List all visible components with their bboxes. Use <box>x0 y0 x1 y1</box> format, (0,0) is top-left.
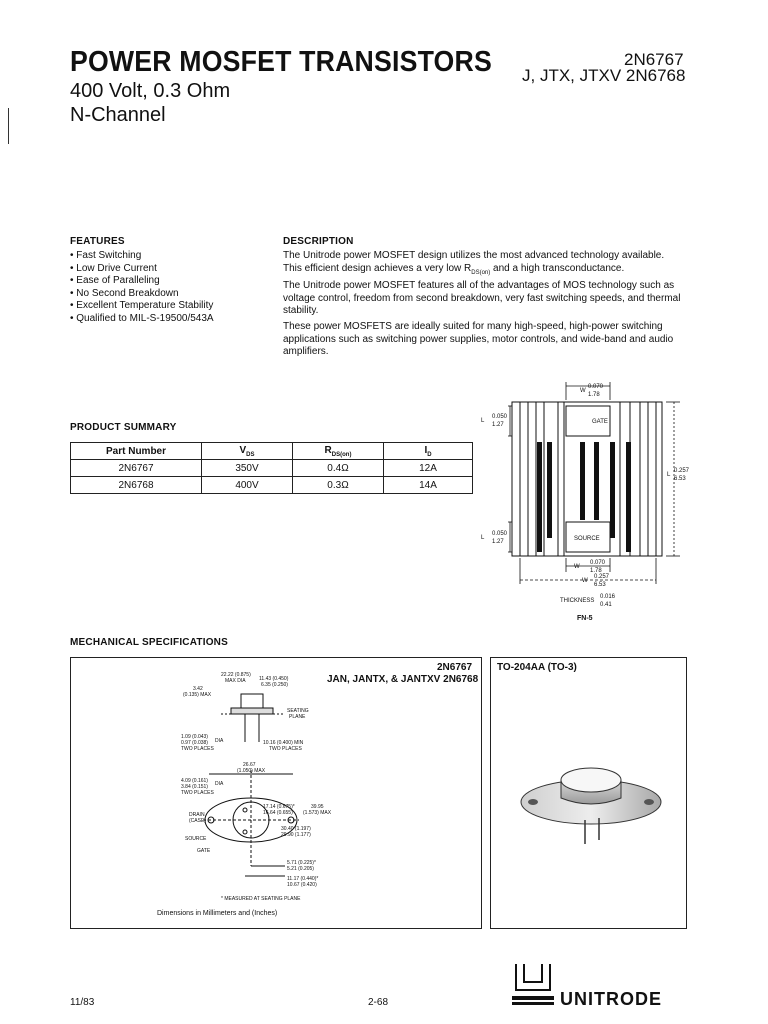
cell-id: 12A <box>384 460 473 477</box>
dim-text: 39.95 <box>311 804 324 810</box>
dim-text: 0.97 (0.038) <box>181 740 208 746</box>
source-pin-label: SOURCE <box>185 836 207 842</box>
page-number: 2-68 <box>368 997 389 1008</box>
table-row <box>71 460 473 477</box>
rds-subscript: DS(on) <box>331 451 352 458</box>
thickness-label: THICKNESS <box>560 598 595 604</box>
lc-bottom: 1.27 <box>492 422 504 428</box>
rds-symbol: R <box>324 444 332 456</box>
dim-text: 3.42 <box>193 686 203 692</box>
die-geometry-drawing <box>470 378 700 628</box>
mechanical-drawing-box <box>70 657 482 929</box>
cell-part: 2N6768 <box>71 477 202 494</box>
dimensions-caption: Dimensions in Millimeters and (Inches) <box>157 910 278 917</box>
dim-text: 6.35 (0.250) <box>261 682 288 688</box>
l-label: L <box>667 472 671 478</box>
dim-text: 5.21 (0.205) <box>287 866 314 872</box>
ls-top: 0.050 <box>492 531 508 537</box>
features-heading: FEATURES <box>70 236 125 247</box>
feature-item: • Ease of Paralleling <box>70 275 214 288</box>
feature-item: • Low Drive Current <box>70 263 214 276</box>
features-list <box>70 250 214 325</box>
voltage-rating: 400 Volt, 0.3 Ohm <box>70 80 231 102</box>
ws-label: W <box>574 564 580 570</box>
l-bottom: 6.53 <box>674 476 686 482</box>
seating-label: SEATING <box>287 708 309 714</box>
cell-rds: 0.3Ω <box>293 477 384 494</box>
vds-symbol: V <box>239 444 247 456</box>
drain-label: DRAIN <box>189 812 205 818</box>
dim-text: 17.14 (0.675)* <box>263 804 295 810</box>
drain-label: (CASE) <box>189 818 206 824</box>
description-heading: DESCRIPTION <box>283 236 354 247</box>
seating-label: PLANE <box>289 714 306 720</box>
cell-vds: 400V <box>202 477 293 494</box>
feature-item: • Qualified to MIL-S-19500/543A <box>70 313 214 326</box>
die-code: FN-5 <box>577 615 593 622</box>
dim-text: TWO PLACES <box>269 746 302 752</box>
l-top: 0.257 <box>674 468 690 474</box>
cell-rds: 0.4Ω <box>293 460 384 477</box>
description-paragraph-1 <box>283 250 683 279</box>
dim-text: 11.43 (0.450) <box>259 676 289 682</box>
channel-type: N-Channel <box>70 104 166 126</box>
ws-bottom: 1.78 <box>590 568 602 574</box>
dim-text: (1.050) MAX <box>237 768 266 774</box>
dim-text: 4.09 (0.161) <box>181 778 208 784</box>
dim-text: (1.573) MAX <box>303 810 332 816</box>
lc-label: L <box>481 418 485 424</box>
to3-package-drawing <box>181 670 351 906</box>
w-label: W <box>582 578 588 584</box>
gate-pin-label: GATE <box>197 848 211 854</box>
part-number-variants: J, JTX, JTXV 2N6768 <box>522 66 686 85</box>
table-header-row <box>71 443 473 460</box>
source-label: SOURCE <box>574 536 600 542</box>
vds-subscript: DS <box>246 451 255 458</box>
column-header-rds <box>293 443 384 460</box>
dim-text: DIA <box>215 738 224 744</box>
product-summary-heading: PRODUCT SUMMARY <box>70 422 177 433</box>
id-subscript: D <box>427 451 432 458</box>
thickness-top: 0.016 <box>600 594 616 600</box>
dim-text: 1.09 (0.043) <box>181 734 208 740</box>
page-title: POWER MOSFET TRANSISTORS <box>70 46 492 78</box>
thickness-bottom: 0.41 <box>600 602 612 608</box>
column-header-id <box>384 443 473 460</box>
mech-part-number: 2N6767 <box>437 662 473 673</box>
column-header-part: Part Number <box>71 443 202 460</box>
lc-top: 0.050 <box>492 414 508 420</box>
dim-text: 22.22 (0.875) <box>221 672 251 678</box>
unitrode-logo <box>510 960 556 1006</box>
description-text: and a high transconductance. <box>490 262 625 274</box>
description-paragraph-3: These power MOSFETS are ideally suited for many high-speed, high-power switching applications such as switching power supplies, motor controls, and wide-band and audio amplifiers. <box>283 321 674 357</box>
margin-mark <box>8 108 9 144</box>
feature-item: • No Second Breakdown <box>70 288 214 301</box>
product-summary-table <box>70 442 473 494</box>
footer-date: 11/83 <box>70 997 95 1008</box>
feature-item: • Excellent Temperature Stability <box>70 300 214 313</box>
dim-text: 11.17 (0.440)* <box>287 876 319 882</box>
gate-label: GATE <box>592 419 608 425</box>
dim-text: 30.40 (1.197) <box>281 826 311 832</box>
measured-note: * MEASURED AT SEATING PLANE <box>221 896 301 902</box>
wc-top: 0.070 <box>588 384 604 390</box>
wc-label: W <box>580 388 586 394</box>
dim-text: 10.67 (0.420) <box>287 882 317 888</box>
mechanical-heading: MECHANICAL SPECIFICATIONS <box>70 637 228 648</box>
cell-id: 14A <box>384 477 473 494</box>
ws-top: 0.070 <box>590 560 606 566</box>
part-number-primary: 2N6767 <box>624 50 684 69</box>
rds-subscript: DS(on) <box>471 269 491 276</box>
dim-text: 16.64 (0.655) <box>263 810 293 816</box>
dim-text: TWO PLACES <box>181 746 214 752</box>
to3-package-photo <box>511 742 671 852</box>
wc-bottom: 1.78 <box>588 392 600 398</box>
dim-text: 10.16 (0.400) MIN <box>263 740 304 746</box>
dim-text: (0.135) MAX <box>183 692 212 698</box>
cell-vds: 350V <box>202 460 293 477</box>
dim-text: 29.90 (1.177) <box>281 832 311 838</box>
cell-part: 2N6767 <box>71 460 202 477</box>
dim-text: TWO PLACES <box>181 790 214 796</box>
ls-label: L <box>481 535 485 541</box>
dim-text: 26.67 <box>243 762 256 768</box>
description-text: The Unitrode power MOSFET design utilizes the most advanced technology available. This efficient design achieves a very low R <box>283 250 665 274</box>
dim-text: DIA <box>215 781 224 787</box>
dim-text: 5.71 (0.225)* <box>287 860 316 866</box>
mech-jan-variants: JAN, JANTX, & JANTXV 2N6768 <box>327 674 479 685</box>
table-row <box>71 477 473 494</box>
id-symbol: I <box>424 444 428 456</box>
w-bottom: 6.53 <box>594 582 606 588</box>
ls-bottom: 1.27 <box>492 539 504 545</box>
w-top: 0.257 <box>594 574 610 580</box>
description-paragraph-2: The Unitrode power MOSFET features all of the advantages of MOS technology such as voltage control, freedom from second breakdown, very fast switching speeds, and thermal stability. <box>283 280 681 316</box>
package-photo-box <box>490 657 687 929</box>
brand-name: UNITRODE <box>560 989 662 1009</box>
package-label: TO-204AA (TO-3) <box>497 662 577 673</box>
dim-text: MAX DIA <box>225 678 246 684</box>
dim-text: 3.84 (0.151) <box>181 784 208 790</box>
column-header-vds <box>202 443 293 460</box>
feature-item: • Fast Switching <box>70 250 214 263</box>
